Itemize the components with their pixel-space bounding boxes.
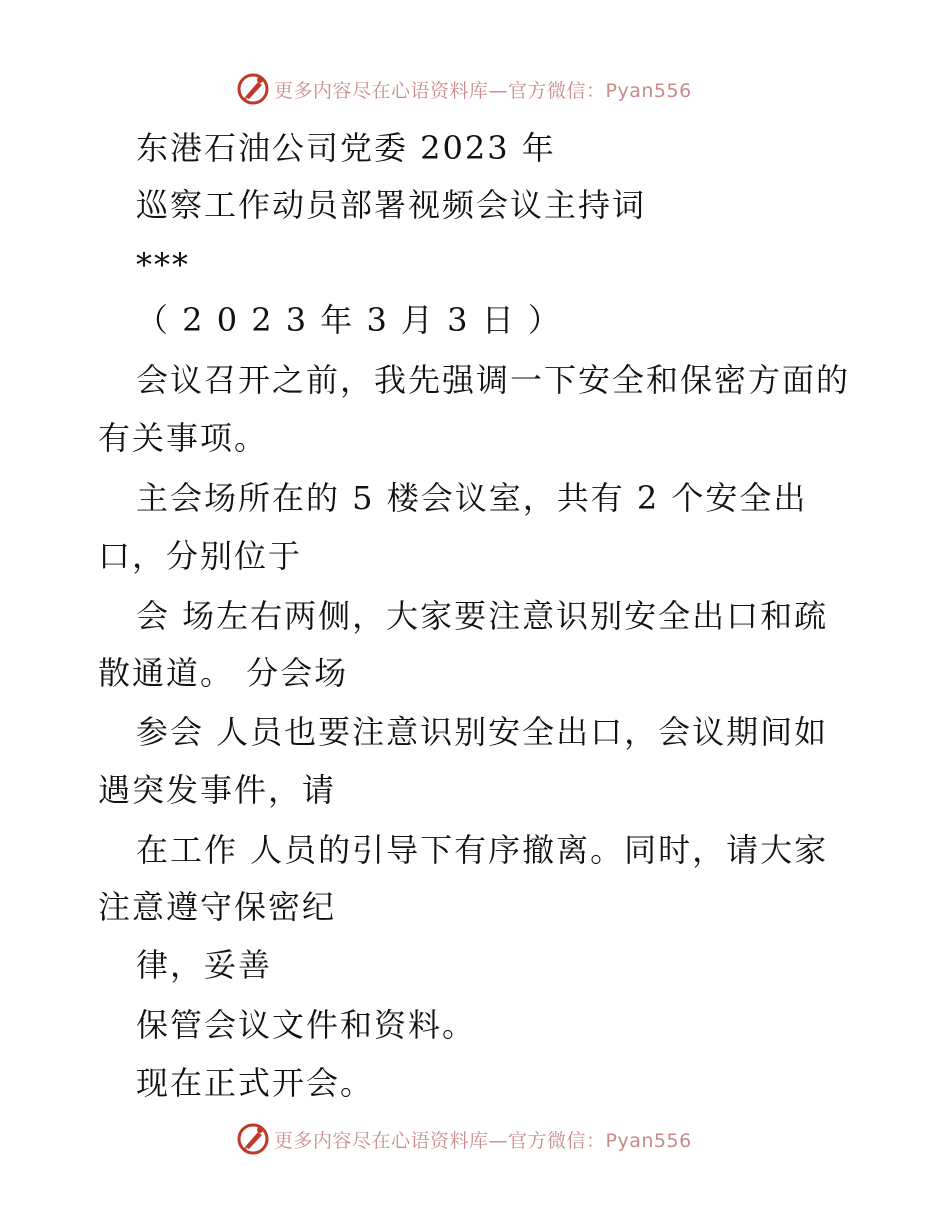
body-line: 参会 人员也要注意识别安全出口，会议期间如 [136,713,829,751]
watermark-header [236,72,692,106]
body-line: 会 场左右两侧，大家要注意识别安全出口和疏 [136,597,829,635]
document-author: *** [136,246,190,284]
body-line: 会议召开之前，我先强调一下安全和保密方面的 [136,361,851,399]
body-line: 注意遵守保密纪 [98,888,337,926]
document-date: （ 2 0 2 3 年 3 月 3 日 ） [136,301,562,339]
body-line: 主会场所在的 5 楼会议室，共有 2 个安全出 [136,479,808,517]
watermark-footer [236,1122,692,1156]
body-line: 在工作 人员的引导下有序撤离。同时，请大家 [136,831,829,869]
body-line: 遇突发事件，请 [98,771,337,809]
watermark-text: 更多内容尽在心语资料库—官方微信：Pyan556 [274,79,692,102]
document-title-line-1: 东港石油公司党委 2023 年 [136,129,556,167]
pen-circle-logo-icon [236,1122,270,1156]
body-line: 有关事项。 [98,419,269,457]
pen-circle-logo-icon [236,72,270,106]
watermark-text: 更多内容尽在心语资料库—官方微信：Pyan556 [274,1129,692,1152]
body-line: 散通道。 分会场 [98,654,349,692]
body-line: 现在正式开会。 [136,1064,375,1102]
body-line: 律，妥善 [136,946,273,984]
body-line: 保管会议文件和资料。 [136,1006,477,1044]
body-line: 口，分别位于 [98,537,303,575]
document-title-line-2: 巡察工作动员部署视频会议主持词 [136,186,647,224]
